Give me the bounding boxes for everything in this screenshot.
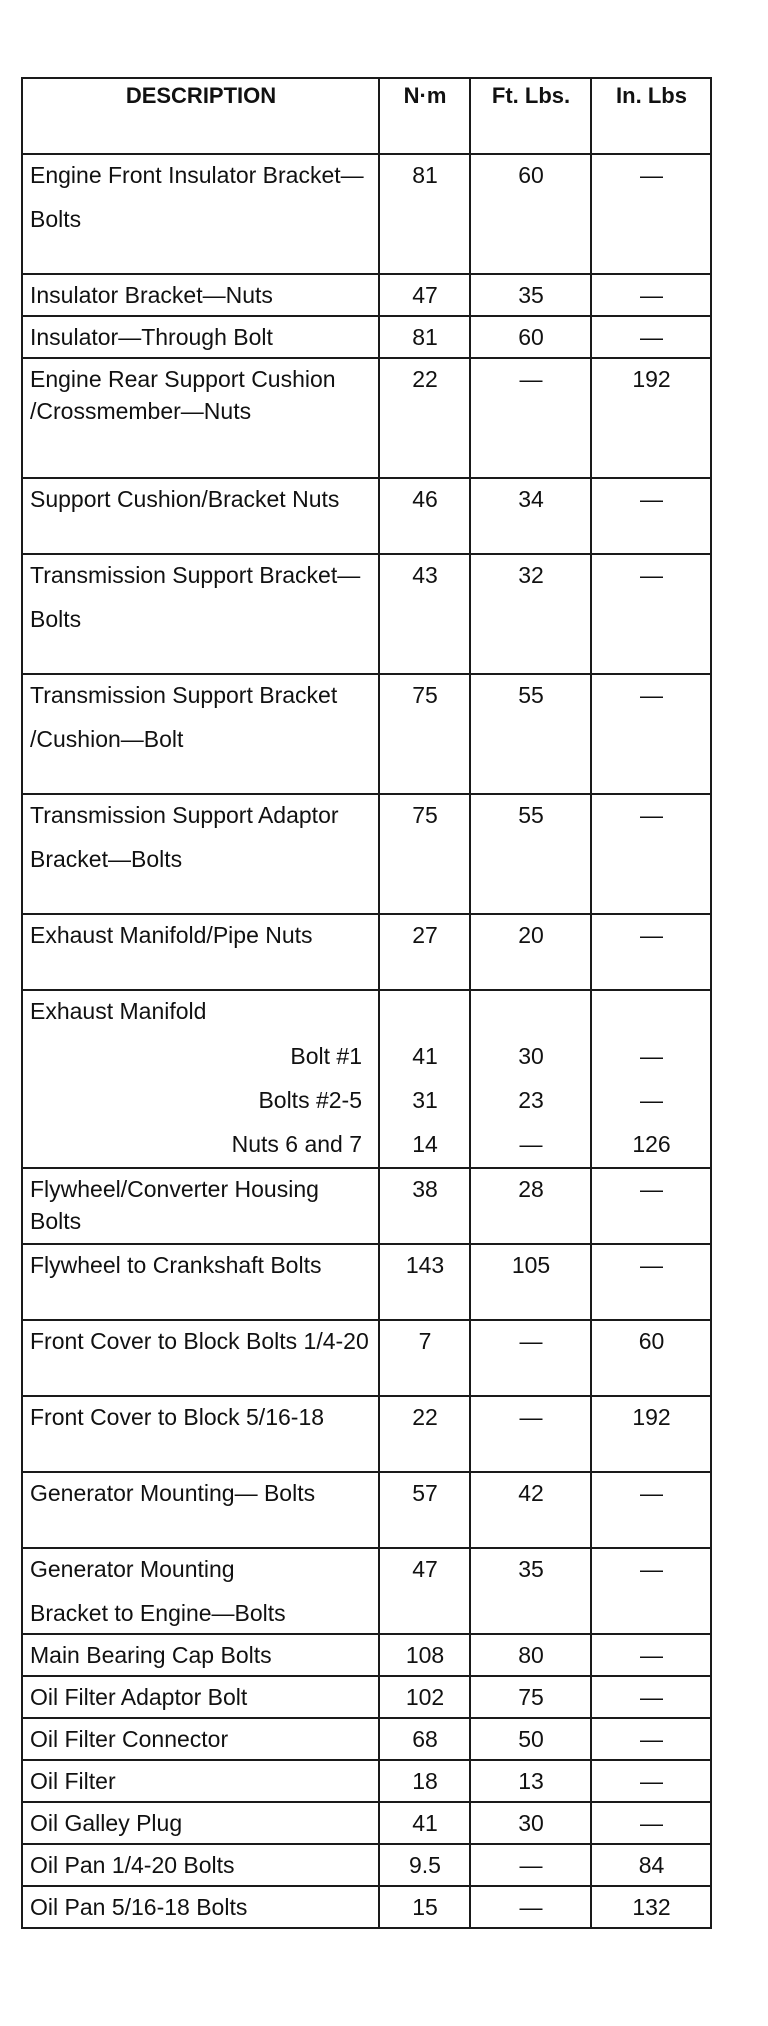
description-line: Support Cushion/Bracket Nuts xyxy=(30,486,340,512)
description-line: Bracket to Engine—Bolts xyxy=(30,1600,286,1626)
nm-value xyxy=(379,990,470,1036)
ft-lbs-value: 75 xyxy=(470,1676,591,1718)
torque-spec-table xyxy=(21,77,712,1929)
in-lbs-value: — xyxy=(591,1634,711,1676)
table-row xyxy=(22,1244,711,1320)
in-lbs-value: — xyxy=(591,674,711,794)
description-line: Generator Mounting— Bolts xyxy=(30,1480,316,1506)
row-description xyxy=(22,1802,379,1844)
row-description xyxy=(22,554,379,674)
row-description xyxy=(22,274,379,316)
row-description xyxy=(22,1760,379,1802)
nm-value: 68 xyxy=(379,1718,470,1760)
description-line: Nuts 6 and 7 xyxy=(231,1131,362,1157)
row-description xyxy=(22,794,379,914)
in-lbs-value: 126 xyxy=(591,1124,711,1168)
nm-value: 102 xyxy=(379,1676,470,1718)
in-lbs-value: 84 xyxy=(591,1844,711,1886)
description-line: Bolts #2-5 xyxy=(258,1087,362,1113)
description-line: /Crossmember—Nuts xyxy=(30,398,252,424)
in-lbs-value: — xyxy=(591,316,711,358)
nm-value: 9.5 xyxy=(379,1844,470,1886)
ft-lbs-value: 105 xyxy=(470,1244,591,1320)
in-lbs-value: — xyxy=(591,1168,711,1244)
ft-lbs-value: 55 xyxy=(470,794,591,914)
row-description xyxy=(22,990,379,1036)
header-row xyxy=(22,78,711,154)
in-lbs-value: — xyxy=(591,1718,711,1760)
row-description xyxy=(22,1548,379,1634)
table-row xyxy=(22,1844,711,1886)
table-row xyxy=(22,316,711,358)
nm-value: 143 xyxy=(379,1244,470,1320)
description-line: Bolts xyxy=(30,606,82,632)
in-lbs-value: — xyxy=(591,154,711,274)
in-lbs-value: — xyxy=(591,794,711,914)
row-description xyxy=(22,914,379,990)
ft-lbs-value: 60 xyxy=(470,316,591,358)
table-row xyxy=(22,1802,711,1844)
in-lbs-value: — xyxy=(591,914,711,990)
ft-lbs-value: 30 xyxy=(470,1802,591,1844)
in-lbs-value: — xyxy=(591,1244,711,1320)
ft-lbs-value: 60 xyxy=(470,154,591,274)
row-description xyxy=(22,1124,379,1168)
row-description xyxy=(22,1168,379,1244)
in-lbs-value: 192 xyxy=(591,1396,711,1472)
row-description xyxy=(22,1036,379,1080)
header-nm: N·m xyxy=(379,78,470,154)
ft-lbs-value: 35 xyxy=(470,274,591,316)
ft-lbs-value xyxy=(470,990,591,1036)
nm-value: 46 xyxy=(379,478,470,554)
description-line: Bolts xyxy=(30,206,82,232)
table-row xyxy=(22,1548,711,1634)
description-line: /Cushion—Bolt xyxy=(30,726,184,752)
in-lbs-value: — xyxy=(591,1548,711,1634)
row-description xyxy=(22,1244,379,1320)
description-line: Flywheel/Converter Housing Bolts xyxy=(30,1176,319,1234)
table-row xyxy=(22,478,711,554)
ft-lbs-value: 34 xyxy=(470,478,591,554)
nm-value: 18 xyxy=(379,1760,470,1802)
table-row xyxy=(22,1320,711,1396)
description-line: Exhaust Manifold/Pipe Nuts xyxy=(30,922,313,948)
ft-lbs-value: — xyxy=(470,1396,591,1472)
table-row xyxy=(22,1718,711,1760)
table-row xyxy=(22,1676,711,1718)
description-line: Engine Front Insulator Bracket— xyxy=(30,162,364,188)
row-description xyxy=(22,316,379,358)
ft-lbs-value: — xyxy=(470,358,591,478)
in-lbs-value: 60 xyxy=(591,1320,711,1396)
ft-lbs-value: — xyxy=(470,1844,591,1886)
description-line: Oil Galley Plug xyxy=(30,1810,183,1836)
ft-lbs-value: 35 xyxy=(470,1548,591,1634)
description-line: Insulator Bracket—Nuts xyxy=(30,282,273,308)
description-line: Flywheel to Crankshaft Bolts xyxy=(30,1252,322,1278)
ft-lbs-value: 13 xyxy=(470,1760,591,1802)
ft-lbs-value: — xyxy=(470,1886,591,1928)
table-row xyxy=(22,1080,711,1124)
nm-value: 14 xyxy=(379,1124,470,1168)
description-line: Transmission Support Bracket xyxy=(30,682,338,708)
ft-lbs-value: 42 xyxy=(470,1472,591,1548)
table-row xyxy=(22,914,711,990)
ft-lbs-value: 80 xyxy=(470,1634,591,1676)
row-description xyxy=(22,154,379,274)
in-lbs-value: — xyxy=(591,1036,711,1080)
description-line: Transmission Support Adaptor xyxy=(30,802,339,828)
table-row xyxy=(22,1396,711,1472)
in-lbs-value: — xyxy=(591,1760,711,1802)
description-line: Exhaust Manifold xyxy=(30,998,207,1024)
row-description xyxy=(22,1844,379,1886)
table-row xyxy=(22,274,711,316)
ft-lbs-value: 30 xyxy=(470,1036,591,1080)
nm-value: 38 xyxy=(379,1168,470,1244)
description-line: Transmission Support Bracket— xyxy=(30,562,361,588)
description-line: Front Cover to Block Bolts 1/4-20 xyxy=(30,1328,369,1354)
ft-lbs-value: 32 xyxy=(470,554,591,674)
in-lbs-value: 132 xyxy=(591,1886,711,1928)
in-lbs-value: — xyxy=(591,1802,711,1844)
in-lbs-value: — xyxy=(591,478,711,554)
nm-value: 22 xyxy=(379,358,470,478)
row-description xyxy=(22,1320,379,1396)
row-description xyxy=(22,358,379,478)
description-line: Generator Mounting xyxy=(30,1556,235,1582)
row-description xyxy=(22,1472,379,1548)
ft-lbs-value: — xyxy=(470,1320,591,1396)
description-line: Oil Filter Connector xyxy=(30,1726,229,1752)
description-line: Main Bearing Cap Bolts xyxy=(30,1642,272,1668)
nm-value: 47 xyxy=(379,1548,470,1634)
table-row xyxy=(22,674,711,794)
description-line: Oil Filter xyxy=(30,1768,116,1794)
row-description xyxy=(22,1886,379,1928)
in-lbs-value: — xyxy=(591,1472,711,1548)
nm-value: 41 xyxy=(379,1036,470,1080)
nm-value: 43 xyxy=(379,554,470,674)
ft-lbs-value: 50 xyxy=(470,1718,591,1760)
table-row xyxy=(22,794,711,914)
nm-value: 22 xyxy=(379,1396,470,1472)
table-row xyxy=(22,1124,711,1168)
table-row xyxy=(22,1168,711,1244)
header-in-lbs: In. Lbs xyxy=(591,78,711,154)
ft-lbs-value: 23 xyxy=(470,1080,591,1124)
nm-value: 108 xyxy=(379,1634,470,1676)
header-description: DESCRIPTION xyxy=(22,78,379,154)
row-description xyxy=(22,1676,379,1718)
nm-value: 81 xyxy=(379,154,470,274)
ft-lbs-value: 55 xyxy=(470,674,591,794)
row-description xyxy=(22,1396,379,1472)
nm-value: 15 xyxy=(379,1886,470,1928)
nm-value: 81 xyxy=(379,316,470,358)
header-ft-lbs: Ft. Lbs. xyxy=(470,78,591,154)
row-description xyxy=(22,1080,379,1124)
nm-value: 27 xyxy=(379,914,470,990)
row-description xyxy=(22,1718,379,1760)
table-row xyxy=(22,1886,711,1928)
nm-value: 75 xyxy=(379,794,470,914)
description-line: Bracket—Bolts xyxy=(30,846,183,872)
ft-lbs-value: 20 xyxy=(470,914,591,990)
in-lbs-value: — xyxy=(591,1080,711,1124)
nm-value: 75 xyxy=(379,674,470,794)
table-row xyxy=(22,1634,711,1676)
row-description xyxy=(22,478,379,554)
description-line: Bolt #1 xyxy=(290,1043,362,1069)
table-row xyxy=(22,358,711,478)
nm-value: 31 xyxy=(379,1080,470,1124)
row-description xyxy=(22,1634,379,1676)
nm-value: 7 xyxy=(379,1320,470,1396)
in-lbs-value: — xyxy=(591,274,711,316)
nm-value: 57 xyxy=(379,1472,470,1548)
description-line: Oil Filter Adaptor Bolt xyxy=(30,1684,248,1710)
in-lbs-value: 192 xyxy=(591,358,711,478)
table-row xyxy=(22,990,711,1036)
ft-lbs-value: 28 xyxy=(470,1168,591,1244)
table-row xyxy=(22,154,711,274)
nm-value: 47 xyxy=(379,274,470,316)
in-lbs-value xyxy=(591,990,711,1036)
in-lbs-value: — xyxy=(591,554,711,674)
nm-value: 41 xyxy=(379,1802,470,1844)
table-row xyxy=(22,1760,711,1802)
description-line: Insulator—Through Bolt xyxy=(30,324,273,350)
row-description xyxy=(22,674,379,794)
table-row xyxy=(22,554,711,674)
description-line: Oil Pan 5/16-18 Bolts xyxy=(30,1894,248,1920)
table-row xyxy=(22,1036,711,1080)
table-row xyxy=(22,1472,711,1548)
description-line: Oil Pan 1/4-20 Bolts xyxy=(30,1852,235,1878)
ft-lbs-value: — xyxy=(470,1124,591,1168)
description-line: Front Cover to Block 5/16-18 xyxy=(30,1404,325,1430)
description-line: Engine Rear Support Cushion xyxy=(30,366,336,392)
in-lbs-value: — xyxy=(591,1676,711,1718)
